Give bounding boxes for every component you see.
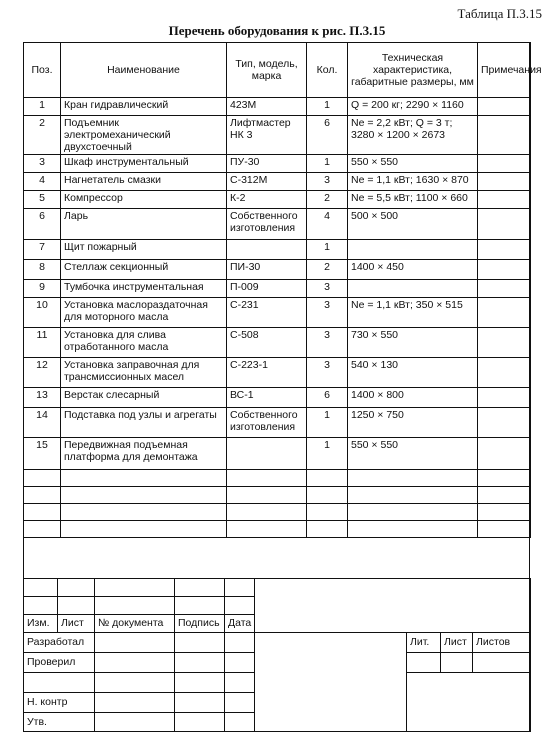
- row-pos: 15: [24, 438, 61, 470]
- row-type: С-312М: [227, 173, 307, 191]
- row-note: [478, 438, 531, 470]
- row-name: Шкаф инструментальный: [61, 155, 227, 173]
- stamp-doc: № документа: [95, 615, 175, 633]
- stamp-cell: [441, 653, 473, 673]
- empty-row: [24, 487, 531, 504]
- row-name: Установка маслораздаточная для моторного масла: [61, 298, 227, 328]
- empty-row: [24, 521, 531, 538]
- row-qty: 3: [307, 173, 348, 191]
- row-pos: 6: [24, 209, 61, 240]
- row-name: Щит пожарный: [61, 240, 227, 260]
- row-qty: 1: [307, 240, 348, 260]
- table-row: [24, 260, 531, 280]
- header-type: Тип, модель, марка: [227, 43, 307, 98]
- row-spec: 730 × 550: [348, 328, 478, 358]
- row-name: Установка заправочная для трансмиссионных масел: [61, 358, 227, 388]
- row-type: С-508: [227, 328, 307, 358]
- row-spec: Ne = 5,5 кВт; 1100 × 660: [348, 191, 478, 209]
- row-name: Нагнетатель смазки: [61, 173, 227, 191]
- row-pos: 10: [24, 298, 61, 328]
- row-name: Стеллаж секционный: [61, 260, 227, 280]
- row-type: [227, 438, 307, 470]
- stamp-date: Дата: [225, 615, 255, 633]
- row-pos: 8: [24, 260, 61, 280]
- empty-cell: [61, 470, 227, 487]
- stamp-title-area: [255, 579, 531, 633]
- stamp-cell: [473, 653, 531, 673]
- row-pos: 13: [24, 388, 61, 408]
- stamp-cell: [175, 579, 225, 597]
- row-spec: [348, 280, 478, 298]
- row-pos: 3: [24, 155, 61, 173]
- document-title: Перечень оборудования к рис. П.3.15: [168, 23, 386, 38]
- row-pos: 12: [24, 358, 61, 388]
- row-name: Подъемник электромеханический двухстоечный: [61, 116, 227, 155]
- table-row: [24, 98, 531, 116]
- stamp-cell: [95, 597, 175, 615]
- row-pos: 1: [24, 98, 61, 116]
- row-note: [478, 173, 531, 191]
- row-note: [478, 116, 531, 155]
- row-spec: 550 × 550: [348, 155, 478, 173]
- empty-cell: [227, 521, 307, 538]
- stamp-cell: [24, 597, 58, 615]
- table-row: [24, 116, 531, 155]
- empty-cell: [478, 470, 531, 487]
- stamp-cell: [175, 653, 225, 673]
- stamp-cell: [225, 579, 255, 597]
- stamp-cell: [225, 633, 255, 653]
- stamp-cell: [95, 693, 175, 713]
- table-row: [24, 358, 531, 388]
- row-qty: 6: [307, 388, 348, 408]
- row-type: ПУ-30: [227, 155, 307, 173]
- stamp-cell: [24, 579, 58, 597]
- stamp-doc-name: [255, 633, 407, 732]
- table-row: [24, 298, 531, 328]
- stamp-approved: Утв.: [24, 713, 95, 732]
- row-qty: 1: [307, 408, 348, 438]
- row-pos: 5: [24, 191, 61, 209]
- row-pos: 2: [24, 116, 61, 155]
- table-row: [24, 155, 531, 173]
- stamp-cell: [225, 713, 255, 732]
- row-note: [478, 388, 531, 408]
- stamp-cell: [175, 597, 225, 615]
- row-note: [478, 298, 531, 328]
- stamp-cell: [24, 673, 95, 693]
- row-type: Собственного изготовления: [227, 209, 307, 240]
- row-type: Лифтмастер НК 3: [227, 116, 307, 155]
- empty-cell: [24, 470, 61, 487]
- stamp-cell: [175, 633, 225, 653]
- row-spec: Ne = 2,2 кВт; Q = 3 т; 3280 × 1200 × 2673: [348, 116, 478, 155]
- row-pos: 9: [24, 280, 61, 298]
- row-name: Ларь: [61, 209, 227, 240]
- row-qty: 3: [307, 280, 348, 298]
- row-spec: Ne = 1,1 кВт; 350 × 515: [348, 298, 478, 328]
- stamp-sign: Подпись: [175, 615, 225, 633]
- empty-cell: [24, 504, 61, 521]
- header-name: Наименование: [61, 43, 227, 98]
- empty-cell: [307, 470, 348, 487]
- empty-cell: [348, 521, 478, 538]
- row-qty: 2: [307, 191, 348, 209]
- stamp-lit: Лит.: [407, 633, 441, 653]
- table-row: [24, 240, 531, 260]
- empty-cell: [227, 487, 307, 504]
- table-row: [24, 173, 531, 191]
- empty-cell: [61, 521, 227, 538]
- row-note: [478, 280, 531, 298]
- row-note: [478, 358, 531, 388]
- row-note: [478, 328, 531, 358]
- table-row: [24, 191, 531, 209]
- stamp-cell: [225, 597, 255, 615]
- stamp-cell: [225, 693, 255, 713]
- empty-cell: [227, 504, 307, 521]
- row-type: С-231: [227, 298, 307, 328]
- stamp-cell: [58, 597, 95, 615]
- empty-cell: [61, 487, 227, 504]
- empty-cell: [348, 470, 478, 487]
- row-spec: 1400 × 450: [348, 260, 478, 280]
- row-qty: 2: [307, 260, 348, 280]
- header-pos: Поз.: [24, 43, 61, 98]
- stamp-cell: [95, 579, 175, 597]
- stamp-cell: [95, 653, 175, 673]
- row-type: [227, 240, 307, 260]
- row-qty: 3: [307, 358, 348, 388]
- header-spec: Техническая характеристика, габаритные размеры, мм: [348, 43, 478, 98]
- row-pos: 11: [24, 328, 61, 358]
- row-qty: 1: [307, 438, 348, 470]
- stamp-list: Лист: [58, 615, 95, 633]
- stamp-cell: [95, 633, 175, 653]
- empty-cell: [307, 504, 348, 521]
- table-row: [24, 280, 531, 298]
- table-row: [24, 408, 531, 438]
- row-name: Передвижная подъемная платформа для демонтажа: [61, 438, 227, 470]
- row-type: П-009: [227, 280, 307, 298]
- row-name: Подставка под узлы и агрегаты: [61, 408, 227, 438]
- row-spec: 1250 × 750: [348, 408, 478, 438]
- equipment-table: [23, 42, 542, 538]
- empty-cell: [307, 521, 348, 538]
- stamp-cell: [58, 579, 95, 597]
- stamp-sheets: Листов: [473, 633, 531, 653]
- stamp-cell: [225, 673, 255, 693]
- row-name: Компрессор: [61, 191, 227, 209]
- table-number-label: Таблица П.3.15: [457, 6, 542, 21]
- row-name: Верстак слесарный: [61, 388, 227, 408]
- row-qty: 4: [307, 209, 348, 240]
- empty-cell: [61, 504, 227, 521]
- row-note: [478, 191, 531, 209]
- row-note: [478, 408, 531, 438]
- row-note: [478, 240, 531, 260]
- row-spec: 500 × 500: [348, 209, 478, 240]
- row-spec: 1400 × 800: [348, 388, 478, 408]
- row-note: [478, 260, 531, 280]
- table-row: [24, 438, 531, 470]
- row-type: ПИ-30: [227, 260, 307, 280]
- row-pos: 7: [24, 240, 61, 260]
- stamp-org-area: [407, 673, 531, 732]
- table-row: [24, 328, 531, 358]
- table-row: [24, 388, 531, 408]
- equipment-table-body: [24, 98, 531, 538]
- row-qty: 1: [307, 155, 348, 173]
- row-type: ВС-1: [227, 388, 307, 408]
- stamp-checked: Проверил: [24, 653, 95, 673]
- stamp-cell: [175, 673, 225, 693]
- empty-cell: [227, 470, 307, 487]
- row-note: [478, 98, 531, 116]
- stamp-sheet: Лист: [441, 633, 473, 653]
- row-spec: [348, 240, 478, 260]
- row-pos: 4: [24, 173, 61, 191]
- row-type: 423М: [227, 98, 307, 116]
- stamp-rows-top: [23, 578, 531, 633]
- row-qty: 1: [307, 98, 348, 116]
- row-name: Кран гидравлический: [61, 98, 227, 116]
- row-qty: 3: [307, 298, 348, 328]
- stamp-cell: [175, 693, 225, 713]
- stamp-developed: Разработал: [24, 633, 95, 653]
- empty-row: [24, 470, 531, 487]
- row-qty: 6: [307, 116, 348, 155]
- row-qty: 3: [307, 328, 348, 358]
- empty-cell: [24, 521, 61, 538]
- table-row: [24, 209, 531, 240]
- stamp-ncontrol: Н. контр: [24, 693, 95, 713]
- stamp-izm: Изм.: [24, 615, 58, 633]
- empty-cell: [478, 504, 531, 521]
- row-note: [478, 155, 531, 173]
- row-type: Собственного изготовления: [227, 408, 307, 438]
- empty-cell: [478, 487, 531, 504]
- stamp-rows-bottom: [23, 632, 531, 732]
- empty-cell: [348, 487, 478, 504]
- header-note: Примечания: [478, 43, 531, 98]
- row-spec: Ne = 1,1 кВт; 1630 × 870: [348, 173, 478, 191]
- header-qty: Кол.: [307, 43, 348, 98]
- row-pos: 14: [24, 408, 61, 438]
- stamp-cell: [407, 653, 441, 673]
- empty-cell: [348, 504, 478, 521]
- row-type: К-2: [227, 191, 307, 209]
- stamp-cell: [175, 713, 225, 732]
- stamp-cell: [95, 673, 175, 693]
- empty-cell: [307, 487, 348, 504]
- row-spec: 540 × 130: [348, 358, 478, 388]
- row-type: С-223-1: [227, 358, 307, 388]
- stamp-cell: [225, 653, 255, 673]
- row-note: [478, 209, 531, 240]
- empty-cell: [478, 521, 531, 538]
- row-spec: Q = 200 кг; 2290 × 1160: [348, 98, 478, 116]
- stamp-cell: [95, 713, 175, 732]
- row-spec: 550 × 550: [348, 438, 478, 470]
- empty-cell: [24, 487, 61, 504]
- row-name: Тумбочка инструментальная: [61, 280, 227, 298]
- empty-row: [24, 504, 531, 521]
- row-name: Установка для слива отработанного масла: [61, 328, 227, 358]
